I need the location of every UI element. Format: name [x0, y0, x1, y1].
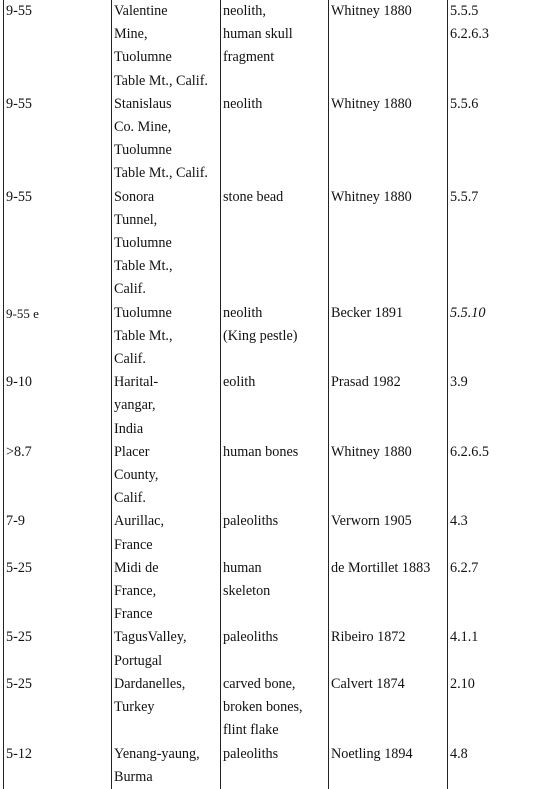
site-line: Turkey — [114, 699, 155, 716]
site-cell — [112, 510, 221, 556]
section-cell — [448, 626, 548, 672]
section-cell — [448, 673, 548, 743]
reference-cell — [329, 186, 448, 302]
site-cell — [112, 302, 221, 372]
section-cell — [448, 186, 548, 302]
reference-cell — [329, 302, 448, 372]
section-cell — [448, 0, 548, 93]
site-line: Valentine — [114, 3, 168, 19]
reference-text: de Mortillet 1883 — [331, 559, 431, 576]
find-line: eolith — [223, 374, 256, 391]
section-cell — [448, 371, 548, 441]
site-line: Calif. — [114, 351, 146, 368]
find-line: human bones — [223, 443, 299, 460]
age-text: 9-55 — [6, 95, 33, 112]
age-text: >8.7 — [6, 443, 32, 460]
find-line: human — [223, 559, 262, 576]
site-line: France — [114, 536, 153, 553]
find-line: paleoliths — [223, 513, 279, 530]
site-line: Tuolumne — [114, 49, 172, 66]
age-cell — [4, 0, 112, 93]
find-line: paleoliths — [223, 745, 279, 762]
reference-text: Prasad 1982 — [331, 374, 401, 391]
find-line: fragment — [223, 49, 275, 66]
site-line: Sonora — [114, 188, 155, 205]
site-cell — [112, 441, 221, 511]
age-cell — [4, 557, 112, 627]
section-cell — [448, 93, 548, 186]
find-line: stone bead — [223, 188, 284, 205]
reference-text: Becker 1891 — [331, 304, 404, 321]
section-text: 5.5.6 — [450, 95, 479, 112]
site-line: Co. Mine, — [114, 119, 172, 136]
table-row — [4, 557, 548, 627]
section-cell — [448, 441, 548, 511]
reference-cell — [329, 743, 448, 789]
site-cell — [112, 93, 221, 186]
age-cell — [4, 510, 112, 556]
reference-text: Whitney 1880 — [331, 188, 412, 205]
section-text: 4.3 — [450, 513, 468, 530]
reference-text: Whitney 1880 — [331, 95, 412, 112]
table-row — [4, 371, 548, 441]
find-line: neolith, — [223, 3, 266, 19]
section-text: 5.5.5 — [450, 3, 479, 19]
site-line: Tuolumne — [114, 235, 172, 252]
reference-text: Whitney 1880 — [331, 443, 412, 460]
reference-cell — [329, 626, 448, 672]
age-text: 9-55 e — [6, 305, 39, 321]
site-line: Midi de — [114, 559, 159, 576]
section-cell — [448, 743, 548, 789]
section-text: 5.5.7 — [450, 188, 479, 205]
site-line: Harital- — [114, 374, 159, 391]
find-line: skeleton — [223, 583, 271, 600]
table-row — [4, 93, 548, 186]
table-row — [4, 0, 548, 93]
site-line: Dardanelles, — [114, 675, 186, 692]
find-line: (King pestle) — [223, 327, 298, 344]
site-line: Tuolumne — [114, 304, 172, 321]
reference-text: Whitney 1880 — [331, 3, 412, 19]
find-cell — [221, 557, 329, 627]
site-line: France, — [114, 583, 157, 600]
age-text: 5-25 — [6, 559, 33, 576]
site-line: Table Mt., — [114, 327, 173, 344]
reference-cell — [329, 510, 448, 556]
site-line: Burma — [114, 768, 153, 785]
site-cell — [112, 743, 221, 789]
age-cell — [4, 626, 112, 672]
site-line: Placer — [114, 443, 150, 460]
find-cell — [221, 626, 329, 672]
site-line: Tunnel, — [114, 211, 158, 228]
find-cell — [221, 743, 329, 789]
age-text: 5-12 — [6, 745, 33, 762]
reference-cell — [329, 371, 448, 441]
section-text: 6.2.6.3 — [450, 26, 490, 43]
reference-text: Verworn 1905 — [331, 513, 412, 530]
site-cell — [112, 557, 221, 627]
reference-cell — [329, 93, 448, 186]
reference-cell — [329, 441, 448, 511]
site-line: Table Mt., — [114, 258, 173, 275]
site-line: Calif. — [114, 281, 146, 298]
table-row — [4, 302, 548, 372]
age-cell — [4, 441, 112, 511]
find-cell — [221, 673, 329, 743]
age-text: 9-10 — [6, 374, 33, 391]
age-text: 9-55 — [6, 188, 33, 205]
age-text: 9-55 — [6, 3, 33, 19]
evidence-table — [3, 0, 548, 789]
reference-text: Calvert 1874 — [331, 675, 405, 692]
section-text: 6.2.6.5 — [450, 443, 490, 460]
find-line: neolith — [223, 304, 263, 321]
age-text: 5-25 — [6, 675, 33, 692]
find-cell — [221, 302, 329, 372]
find-line: flint flake — [223, 722, 279, 739]
find-line: paleoliths — [223, 629, 279, 646]
site-cell — [112, 626, 221, 672]
age-cell — [4, 93, 112, 186]
site-cell — [112, 371, 221, 441]
site-line: County, — [114, 467, 159, 484]
find-cell — [221, 93, 329, 186]
site-line: Portugal — [114, 652, 163, 669]
find-cell — [221, 441, 329, 511]
section-text: 2.10 — [450, 675, 475, 692]
table-row — [4, 441, 548, 511]
section-text: 6.2.7 — [450, 559, 479, 576]
site-line: India — [114, 420, 144, 437]
table-row — [4, 673, 548, 743]
site-line: Table Mt., Calif. — [114, 72, 208, 89]
table-row — [4, 186, 548, 302]
age-text: 7-9 — [6, 513, 25, 530]
section-text: 4.1.1 — [450, 629, 479, 646]
site-line: Tuolumne — [114, 142, 172, 159]
site-line: Calif. — [114, 490, 146, 507]
site-line: Mine, — [114, 26, 148, 43]
site-line: Stanislaus — [114, 95, 172, 112]
section-cell — [448, 510, 548, 556]
age-cell — [4, 743, 112, 789]
find-line: carved bone, — [223, 675, 296, 692]
find-cell — [221, 0, 329, 93]
find-cell — [221, 371, 329, 441]
site-cell — [112, 673, 221, 743]
find-cell — [221, 510, 329, 556]
age-cell — [4, 186, 112, 302]
reference-text: Ribeiro 1872 — [331, 629, 406, 646]
site-line: Aurillac, — [114, 513, 165, 530]
section-cell — [448, 302, 548, 372]
find-line: human skull — [223, 26, 293, 43]
reference-cell — [329, 673, 448, 743]
table-row — [4, 743, 548, 789]
table-row — [4, 510, 548, 556]
site-cell — [112, 186, 221, 302]
find-line: broken bones, — [223, 699, 303, 716]
find-line: neolith — [223, 95, 263, 112]
age-cell — [4, 673, 112, 743]
section-text: 4.8 — [450, 745, 468, 762]
site-line: yangar, — [114, 397, 156, 414]
age-cell — [4, 371, 112, 441]
reference-cell — [329, 557, 448, 627]
find-cell — [221, 186, 329, 302]
site-line: Yenang-yaung, — [114, 745, 200, 762]
age-cell — [4, 302, 112, 372]
age-text: 5-25 — [6, 629, 33, 646]
table-row — [4, 626, 548, 672]
section-cell — [448, 557, 548, 627]
site-line: France — [114, 606, 153, 623]
reference-text: Noetling 1894 — [331, 745, 413, 762]
site-cell — [112, 0, 221, 93]
site-line: Table Mt., Calif. — [114, 165, 208, 182]
site-line: TagusValley, — [114, 629, 187, 646]
reference-cell — [329, 0, 448, 93]
section-text: 5.5.10 — [450, 304, 486, 321]
section-text: 3.9 — [450, 374, 468, 391]
